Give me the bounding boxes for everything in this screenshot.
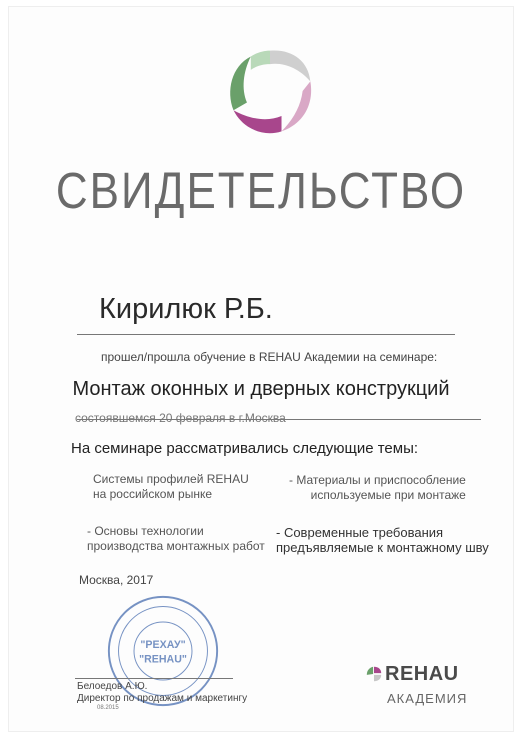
form-code: 08.2015 (97, 705, 119, 711)
topic-line: на российском рынке (93, 487, 213, 501)
held-text: состоявшемся 20 февраля в г.Москва (75, 411, 286, 425)
rehau-academy-logo-icon (222, 43, 318, 139)
topic-line: - Основы технологии (87, 524, 204, 538)
studied-text: прошел/прошла обучение в REHAU Академии на семинаре: (101, 350, 438, 364)
rehau-brand-logo (365, 663, 485, 719)
topic-item (289, 473, 466, 503)
topic-item (276, 525, 489, 555)
topic-line: - Современные требования (276, 525, 444, 540)
stamp-text-top: "РЕХАУ" (140, 639, 186, 652)
topic-item (93, 472, 249, 502)
topic-line: используемые при монтаже (310, 488, 466, 502)
signer-title: Директор по продажам и маркетингу (77, 693, 248, 704)
topic-line: производства монтажных работ (87, 539, 265, 553)
topic-line: - Материалы и приспособление (289, 473, 466, 487)
certificate-title: СВИДЕТЕЛЬСТВО (55, 163, 467, 220)
topic-line: Системы профилей REHAU (93, 472, 249, 486)
rehau-mark-icon (365, 665, 383, 683)
certificate-page (8, 6, 514, 732)
signer-block (77, 681, 247, 705)
topic-item (87, 524, 265, 554)
brand-subtitle: АКАДЕМИЯ (387, 691, 468, 706)
brand-name: REHAU (385, 663, 459, 685)
stamp-text-bottom: "REHAU" (139, 653, 187, 666)
recipient-name: Кирилюк Р.Б. (99, 293, 273, 325)
topics-heading: На семинаре рассматривались следующие темы: (71, 440, 419, 457)
topic-line: предъявляемые к монтажному шву (276, 540, 489, 555)
signer-name: Белоедов А.Ю. (77, 681, 148, 692)
signature-line (75, 678, 233, 679)
seminar-title: Монтаж оконных и дверных конструкций (72, 378, 450, 400)
name-underline (77, 334, 455, 335)
city-year: Москва, 2017 (79, 573, 154, 587)
